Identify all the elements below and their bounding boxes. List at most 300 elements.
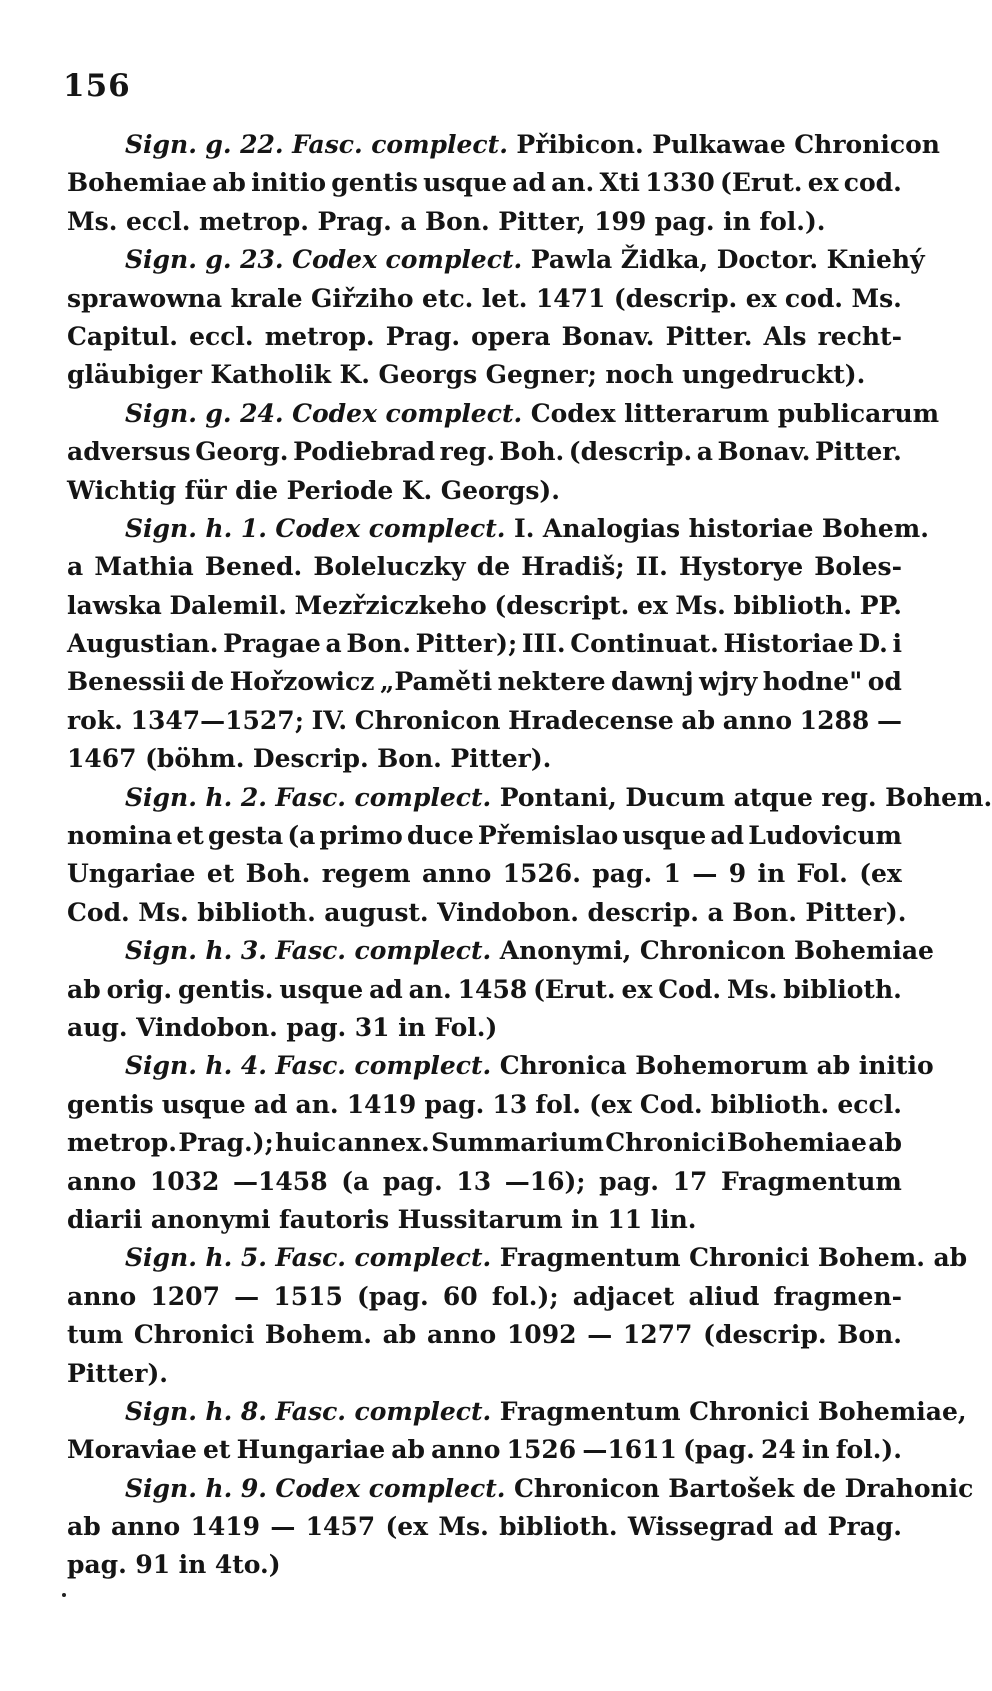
word: historiae xyxy=(688,513,814,543)
text-line xyxy=(67,1431,902,1469)
word: Periode xyxy=(286,475,394,505)
word: metrop. xyxy=(67,1128,177,1158)
word: ex xyxy=(807,168,839,198)
word: a xyxy=(400,206,417,236)
word: Cod. xyxy=(639,1089,703,1119)
text-line xyxy=(67,817,902,855)
word: Boleluczky xyxy=(313,552,466,582)
text-line xyxy=(67,1086,902,1124)
word: orig. xyxy=(106,974,173,1004)
word: Bohemorum xyxy=(635,1051,809,1081)
word: Bon. xyxy=(425,206,490,236)
word: Pitter). xyxy=(805,897,907,927)
word: ad xyxy=(783,1512,818,1542)
text-line xyxy=(67,510,929,548)
signature-word: complect. xyxy=(354,1243,492,1273)
word: —1458 xyxy=(233,1166,328,1196)
word: et xyxy=(176,821,204,851)
word: duce xyxy=(406,821,474,851)
word: ab xyxy=(67,974,101,1004)
word: 1207 xyxy=(150,1281,220,1311)
word: wjry xyxy=(699,667,758,697)
word: Pitter, xyxy=(498,206,586,236)
word: ab xyxy=(868,1128,902,1158)
word: etc. xyxy=(421,283,474,313)
word: an. xyxy=(551,168,595,198)
word: Chronici xyxy=(133,1320,255,1350)
word: ab xyxy=(681,705,716,735)
word: et xyxy=(206,859,235,889)
word: Chronica xyxy=(499,1051,627,1081)
word: Chronici xyxy=(605,1128,726,1158)
signature-word: Fasc. xyxy=(275,782,347,812)
word: 1458 xyxy=(457,974,528,1004)
text-line xyxy=(67,280,902,318)
word: Cod. xyxy=(658,974,722,1004)
text-line xyxy=(67,203,902,241)
word: Prag.); xyxy=(178,1128,274,1158)
word: adjacet xyxy=(572,1281,675,1311)
word: reg. xyxy=(821,782,877,812)
signature-word: h. xyxy=(205,1243,233,1273)
word: (a xyxy=(341,1166,370,1196)
word: Hystorye xyxy=(679,552,804,582)
word: biblioth. xyxy=(710,1089,830,1119)
word: usque xyxy=(279,974,364,1004)
word: Mathia xyxy=(94,552,194,582)
word: ad xyxy=(369,974,403,1004)
word: Mezřziczkeho xyxy=(294,590,487,620)
word: dawnj xyxy=(611,667,694,697)
catalog-text xyxy=(67,126,992,1585)
text-line xyxy=(67,241,925,279)
word: biblioth. xyxy=(197,897,316,927)
word: Summarium xyxy=(431,1128,604,1158)
word: annex. xyxy=(337,1128,430,1158)
word: ab xyxy=(212,168,246,198)
word: cod. xyxy=(784,283,844,313)
word: usque xyxy=(161,1089,246,1119)
text-line xyxy=(67,1047,934,1085)
signature-word: Codex xyxy=(292,398,377,428)
word: Bonav. xyxy=(561,321,655,351)
text-line xyxy=(67,625,902,663)
signature-word: Codex xyxy=(292,245,377,275)
word: Wichtig xyxy=(67,475,177,505)
word: Bened. xyxy=(204,552,303,582)
word: gesta xyxy=(207,821,284,851)
word: Pragae xyxy=(223,629,321,659)
text-line xyxy=(67,740,902,778)
word: recht- xyxy=(817,321,902,351)
word: eccl. xyxy=(837,1089,902,1119)
word: biblioth. xyxy=(783,974,902,1004)
word: Georgs). xyxy=(440,475,560,505)
word: a xyxy=(67,552,84,582)
signature-word: 3. xyxy=(240,936,267,966)
word: Chronicon xyxy=(514,1473,660,1503)
signature-word: 8. xyxy=(240,1396,267,1426)
signature-word: Sign. xyxy=(125,398,197,428)
word: Boh. xyxy=(499,437,565,467)
word: reg. xyxy=(439,437,495,467)
signature-word: Codex xyxy=(275,513,361,543)
signature-word: h. xyxy=(205,1051,233,1081)
word: ex xyxy=(636,590,668,620)
word: descrip. xyxy=(587,897,700,927)
signature-word: complect. xyxy=(368,1473,506,1503)
word: usque xyxy=(423,168,507,198)
word: — xyxy=(587,1320,613,1350)
word: — xyxy=(876,705,902,735)
signature-word: 4. xyxy=(240,1051,267,1081)
word: in xyxy=(757,859,786,889)
word: ad xyxy=(710,821,745,851)
word: PP. xyxy=(859,590,902,620)
word: Prag. xyxy=(827,1512,902,1542)
signature-word: complect. xyxy=(354,936,492,966)
word: (Erut. xyxy=(533,974,616,1004)
word: 1526. xyxy=(502,859,581,889)
signature-word: Sign. xyxy=(125,1051,197,1081)
signature-word: Fasc. xyxy=(275,1243,347,1273)
signature-word: Sign. xyxy=(125,936,197,966)
word: tum xyxy=(67,1320,124,1350)
word: (descrip. xyxy=(568,437,693,467)
page-number: 156 xyxy=(63,68,131,104)
signature-word: h. xyxy=(205,1473,233,1503)
word: ex xyxy=(621,974,653,1004)
word: Vindobon. xyxy=(136,1012,278,1042)
word: primo xyxy=(319,821,403,851)
word: (ex xyxy=(859,859,902,889)
signature-word: complect. xyxy=(368,513,506,543)
word: 9 xyxy=(728,859,747,889)
word: anno xyxy=(722,705,792,735)
word: anno xyxy=(110,1512,181,1542)
word: anno xyxy=(67,1166,137,1196)
word: für xyxy=(184,475,227,505)
word: Pitter); xyxy=(415,629,518,659)
word: (ex xyxy=(589,1089,632,1119)
word: 4to.) xyxy=(214,1550,281,1580)
word: Vindobon. xyxy=(437,897,579,927)
text-line xyxy=(67,395,940,433)
signature-word: 9. xyxy=(240,1473,267,1503)
word: fol.). xyxy=(759,206,826,236)
text-line xyxy=(67,779,992,817)
word: Bohemiae, xyxy=(817,1396,967,1426)
word: Bohemiae xyxy=(67,168,207,198)
signature-word: complect. xyxy=(354,782,492,812)
word: 1471 xyxy=(535,283,606,313)
word: eccl. xyxy=(125,206,191,236)
word: fol.). xyxy=(835,1435,902,1465)
word: —1611 xyxy=(582,1435,677,1465)
word: „Paměti xyxy=(379,667,493,697)
word: biblioth. xyxy=(499,1512,618,1542)
word: fol.); xyxy=(491,1281,559,1311)
word: nomina xyxy=(67,821,173,851)
word: Bohemiae xyxy=(794,936,934,966)
word: Capitul. xyxy=(67,321,178,351)
text-line xyxy=(67,356,902,394)
word: Ms. xyxy=(726,974,778,1004)
signature-word: Sign. xyxy=(125,1473,197,1503)
word: II. xyxy=(635,552,668,582)
word: K. xyxy=(401,475,433,505)
signature-word: g. xyxy=(205,245,232,275)
signature-word: complect. xyxy=(385,245,523,275)
word: huic xyxy=(275,1128,337,1158)
word: III. xyxy=(521,629,566,659)
word: 24 xyxy=(760,1435,796,1465)
word: Pulkawae xyxy=(652,130,786,159)
signature-word: Sign. xyxy=(125,130,197,159)
word: noch xyxy=(605,360,674,390)
signature-word: Fasc. xyxy=(292,130,363,159)
signature-word: Fasc. xyxy=(275,1051,347,1081)
word: ab xyxy=(382,1320,417,1350)
text-line xyxy=(67,1239,968,1277)
word: aug. xyxy=(67,1012,128,1042)
text-line xyxy=(67,1009,902,1047)
word: Hradecense xyxy=(508,705,674,735)
word: Bon. xyxy=(346,629,412,659)
word: 1092 xyxy=(506,1320,577,1350)
word: Wissegrad xyxy=(627,1512,774,1542)
word: anno xyxy=(431,1435,501,1465)
word: 1277 xyxy=(622,1320,693,1350)
word: usque xyxy=(622,821,707,851)
word: Pitter). xyxy=(450,744,552,774)
word: regem xyxy=(321,859,411,889)
word: Chronicon xyxy=(639,936,786,966)
word: a xyxy=(696,437,713,467)
word: anno xyxy=(67,1281,137,1311)
word: initio xyxy=(858,1051,934,1081)
word: pag. xyxy=(67,1550,127,1580)
word: Cod. xyxy=(67,897,130,927)
word: in xyxy=(178,1550,207,1580)
word: pag. xyxy=(654,206,715,236)
word: Hussitarum xyxy=(397,1204,563,1234)
word: Židka, xyxy=(620,245,709,275)
word: D. xyxy=(858,629,888,659)
signature-word: 23. xyxy=(240,245,284,275)
word: Fol.) xyxy=(434,1012,498,1042)
word: in xyxy=(723,206,751,236)
signature-word: Sign. xyxy=(125,1243,197,1273)
word: — xyxy=(270,1512,296,1542)
word: 31 xyxy=(354,1012,390,1042)
signature-word: Codex xyxy=(275,1473,361,1503)
word: Hradiš; xyxy=(521,552,625,582)
signature-word: complect. xyxy=(385,398,523,428)
word: Bon. xyxy=(732,897,797,927)
word: Hořzowicz xyxy=(229,667,375,697)
word: Ms. xyxy=(67,206,118,236)
word: let. xyxy=(481,283,528,313)
word: Gegner; xyxy=(485,360,597,390)
word: pag. xyxy=(592,859,653,889)
word: nektere xyxy=(497,667,606,697)
word: Bonav. xyxy=(717,437,811,467)
word: gentis. xyxy=(178,974,274,1004)
word: Bohem. xyxy=(885,782,992,812)
word: de xyxy=(802,1473,837,1503)
word: Pontani, xyxy=(499,782,617,812)
word: (descrip. xyxy=(613,283,738,313)
word: diarii xyxy=(67,1204,143,1234)
signature-word: h. xyxy=(205,513,233,543)
word: fautoris xyxy=(279,1204,390,1234)
word: in xyxy=(801,1435,830,1465)
signature-word: 24. xyxy=(240,398,284,428)
word: — xyxy=(692,859,718,889)
word: Ludovicum xyxy=(748,821,902,851)
word: et xyxy=(203,1435,231,1465)
word: Fragmentum xyxy=(499,1243,681,1273)
text-line xyxy=(67,702,902,740)
text-line xyxy=(67,1508,902,1546)
text-line xyxy=(67,855,902,893)
word: Bartošek xyxy=(668,1473,795,1503)
word: Chronici xyxy=(689,1243,810,1273)
word: Ducum xyxy=(625,782,726,812)
word: Ms. xyxy=(138,897,189,927)
word: Als xyxy=(763,321,807,351)
text-line xyxy=(67,663,902,701)
word: Fol. xyxy=(796,859,848,889)
signature-word: 22. xyxy=(240,130,284,159)
word: Bon. xyxy=(837,1320,902,1350)
signature-word: complect. xyxy=(371,130,508,159)
text-line xyxy=(67,1316,902,1354)
word: publicarum xyxy=(777,398,940,428)
word: 60 xyxy=(442,1281,478,1311)
word: Historiae xyxy=(723,629,854,659)
word: Descrip. xyxy=(252,744,369,774)
word: pag. xyxy=(599,1166,660,1196)
word: Giřziho xyxy=(310,283,414,313)
word: gentis xyxy=(331,168,418,198)
signature-word: Sign. xyxy=(125,245,197,275)
word: IV. xyxy=(311,705,348,735)
word: krale xyxy=(230,283,303,313)
signature-word: complect. xyxy=(354,1396,492,1426)
word: an. xyxy=(408,974,452,1004)
word: Moraviae xyxy=(67,1435,197,1465)
word: 1288 xyxy=(799,705,870,735)
word: Prag. xyxy=(317,206,392,236)
word: ad xyxy=(253,1089,288,1119)
word: Bohemiae xyxy=(726,1128,867,1158)
text-line xyxy=(67,164,902,202)
signature-word: h. xyxy=(205,936,233,966)
word: Hungariae xyxy=(236,1435,386,1465)
word: Analogias xyxy=(542,513,681,543)
word: 1419 xyxy=(190,1512,261,1542)
word: biblioth. xyxy=(733,590,853,620)
word: rok. xyxy=(67,705,123,735)
word: aliud xyxy=(688,1281,760,1311)
word: pag. xyxy=(286,1012,347,1042)
signature-word: complect. xyxy=(354,1051,492,1081)
word: gläubiger xyxy=(67,360,202,390)
word: lawska xyxy=(67,590,162,620)
word: (pag. xyxy=(357,1281,429,1311)
word: gentis xyxy=(67,1089,154,1119)
word: 13 xyxy=(492,1089,528,1119)
word: Přemislao xyxy=(477,821,619,851)
word: (pag. xyxy=(683,1435,755,1465)
word: Benessii xyxy=(67,667,186,697)
word: opera xyxy=(471,321,551,351)
word: 1467 xyxy=(67,744,137,774)
word: I. xyxy=(514,513,535,543)
word: fragmen- xyxy=(773,1281,902,1311)
word: eccl. xyxy=(189,321,254,351)
text-line xyxy=(67,894,907,932)
word: fol. xyxy=(535,1089,581,1119)
signature-word: Sign. xyxy=(125,1396,197,1426)
word: Drahonic xyxy=(844,1473,974,1503)
word: —16); xyxy=(504,1166,586,1196)
word: anonymi xyxy=(150,1204,271,1234)
word: ab xyxy=(816,1051,851,1081)
signature-word: h. xyxy=(205,782,233,812)
word: atque xyxy=(733,782,813,812)
word: ungedruckt). xyxy=(682,360,866,390)
word: Ms. xyxy=(851,283,902,313)
word: a xyxy=(325,629,342,659)
signature-word: Fasc. xyxy=(275,1396,347,1426)
word: Ungariae xyxy=(67,859,196,889)
word: 1515 xyxy=(273,1281,343,1311)
word: metrop. xyxy=(264,321,375,351)
word: Chronici xyxy=(689,1396,810,1426)
word: Pitter). xyxy=(67,1358,169,1388)
word: 11 xyxy=(607,1204,643,1234)
word: (böhm. xyxy=(145,744,245,774)
word: ex xyxy=(745,283,777,313)
word: Bohem. xyxy=(821,513,929,543)
word: 1 xyxy=(663,859,681,889)
word: litterarum xyxy=(624,398,770,428)
word: a xyxy=(707,897,724,927)
signature-word: h. xyxy=(205,1396,233,1426)
word: Ms. xyxy=(675,590,726,620)
word: ab xyxy=(391,1435,425,1465)
word: 1526 xyxy=(506,1435,577,1465)
word: pag. xyxy=(424,1089,485,1119)
word: ab xyxy=(67,1512,101,1542)
word: 13 xyxy=(456,1166,492,1196)
text-line xyxy=(67,472,902,510)
word: de xyxy=(476,552,511,582)
text-line xyxy=(67,433,902,471)
word: Chronicon xyxy=(354,705,501,735)
word: ab xyxy=(933,1243,968,1273)
word: Xti xyxy=(599,168,640,198)
word: K. xyxy=(339,360,370,390)
word: cod. xyxy=(843,168,902,198)
text-line xyxy=(67,932,934,970)
word: — xyxy=(234,1281,260,1311)
text-line xyxy=(67,971,902,1009)
word: initio xyxy=(251,168,326,198)
